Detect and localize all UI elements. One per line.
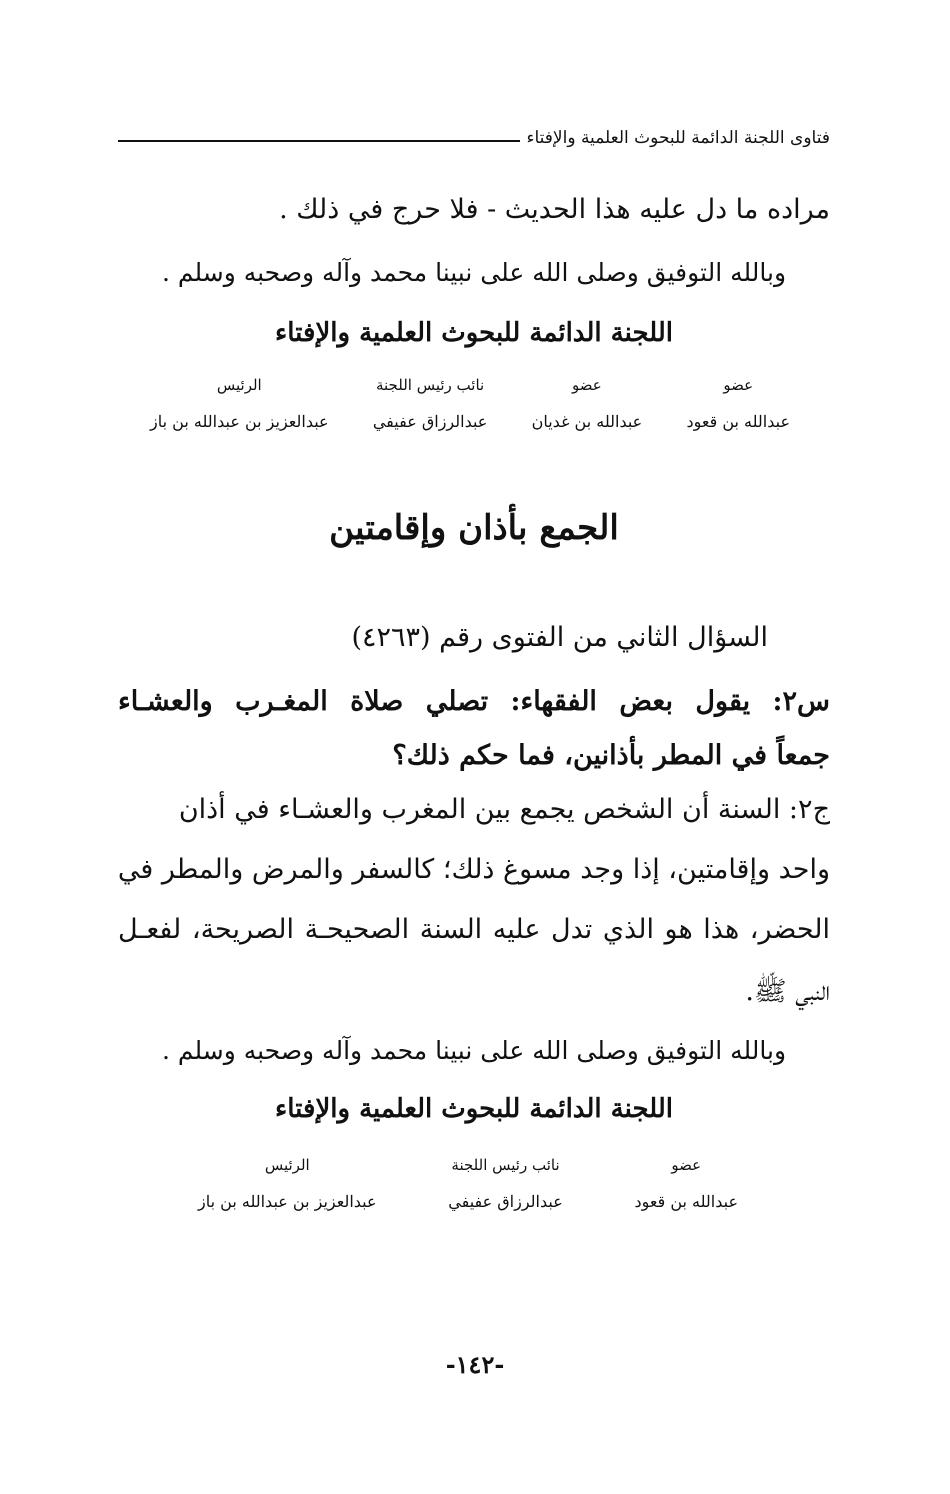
signatories <box>198 1156 738 1211</box>
signatory <box>532 376 643 431</box>
closing-prayer: وبالله التوفيق وصلى الله على نبينا محمد وآله وصحبه وسلم . <box>161 1036 787 1065</box>
question-line: س٢: يقول بعض الفقهاء: تصلي صلاة المغـرب والعشـاء <box>118 686 830 717</box>
prev-closing-prayer: وبالله التوفيق وصلى الله على نبينا محمد وآله وصحبه وسلم . <box>161 258 787 287</box>
committee-name: اللجنة الدائمة للبحوث العلمية والإفتاء <box>275 1094 673 1124</box>
prev-signatories <box>150 376 790 431</box>
signatory <box>448 1156 563 1211</box>
signatory-role: عضو <box>671 1156 702 1174</box>
answer-line: واحد وإقامتين، إذا وجد مسوغ ذلك؛ كالسفر والمرض والمطر في <box>117 854 830 885</box>
prev-committee-name: اللجنة الدائمة للبحوث العلمية والإفتاء <box>275 318 673 348</box>
signatory <box>686 376 790 431</box>
signatory-name: عبدالرزاق عفيفي <box>372 412 488 431</box>
signatory <box>198 1156 377 1211</box>
prev-fatwa-line: مراده ما دل عليه هذا الحديث - فلا حرج في ذلك . <box>279 194 830 225</box>
signatory <box>150 376 329 431</box>
signatory-name: عبدالله بن غديان <box>531 412 643 431</box>
signatory-role: الرئيس <box>216 376 262 394</box>
signatory-name: عبدالله بن قعود <box>634 1192 738 1211</box>
page-number: -١٤٢- <box>445 1350 505 1379</box>
running-header <box>118 128 830 148</box>
signatory-name: عبدالرزاق عفيفي <box>448 1192 563 1211</box>
signatory-role: عضو <box>723 376 754 394</box>
signatory <box>373 376 488 431</box>
fatwa-reference: السؤال الثاني من الفتوى رقم (٤٢٦٣) <box>351 622 768 653</box>
section-title: الجمع بأذان وإقامتين <box>329 508 619 548</box>
answer-line: ج٢: السنة أن الشخص يجمع بين المغرب والعشـاء في أذان <box>178 794 830 825</box>
signatory-role: الرئيس <box>264 1156 310 1174</box>
signatory-role: عضو <box>572 376 602 394</box>
signatory-name: عبدالعزيز بن عبدالله بن باز <box>198 1192 377 1211</box>
signatory-role: نائب رئيس اللجنة <box>375 376 485 394</box>
answer-line: النبي ﷺ. <box>745 976 830 1007</box>
signatory-role: نائب رئيس اللجنة <box>451 1156 560 1174</box>
running-header-title: فتاوى اللجنة الدائمة للبحوث العلمية والإفتاء <box>526 128 830 148</box>
header-rule <box>118 140 520 142</box>
signatory-name: عبدالعزيز بن عبدالله بن باز <box>150 412 329 431</box>
answer-line: الحضر، هذا هو الذي تدل عليه السنة الصحيحـة الصريحة، لفعـل <box>118 914 830 945</box>
signatory-name: عبدالله بن قعود <box>686 412 790 431</box>
question-line: جمعاً في المطر بأذانين، فما حكم ذلك؟ <box>392 740 830 771</box>
signatory <box>634 1156 738 1211</box>
